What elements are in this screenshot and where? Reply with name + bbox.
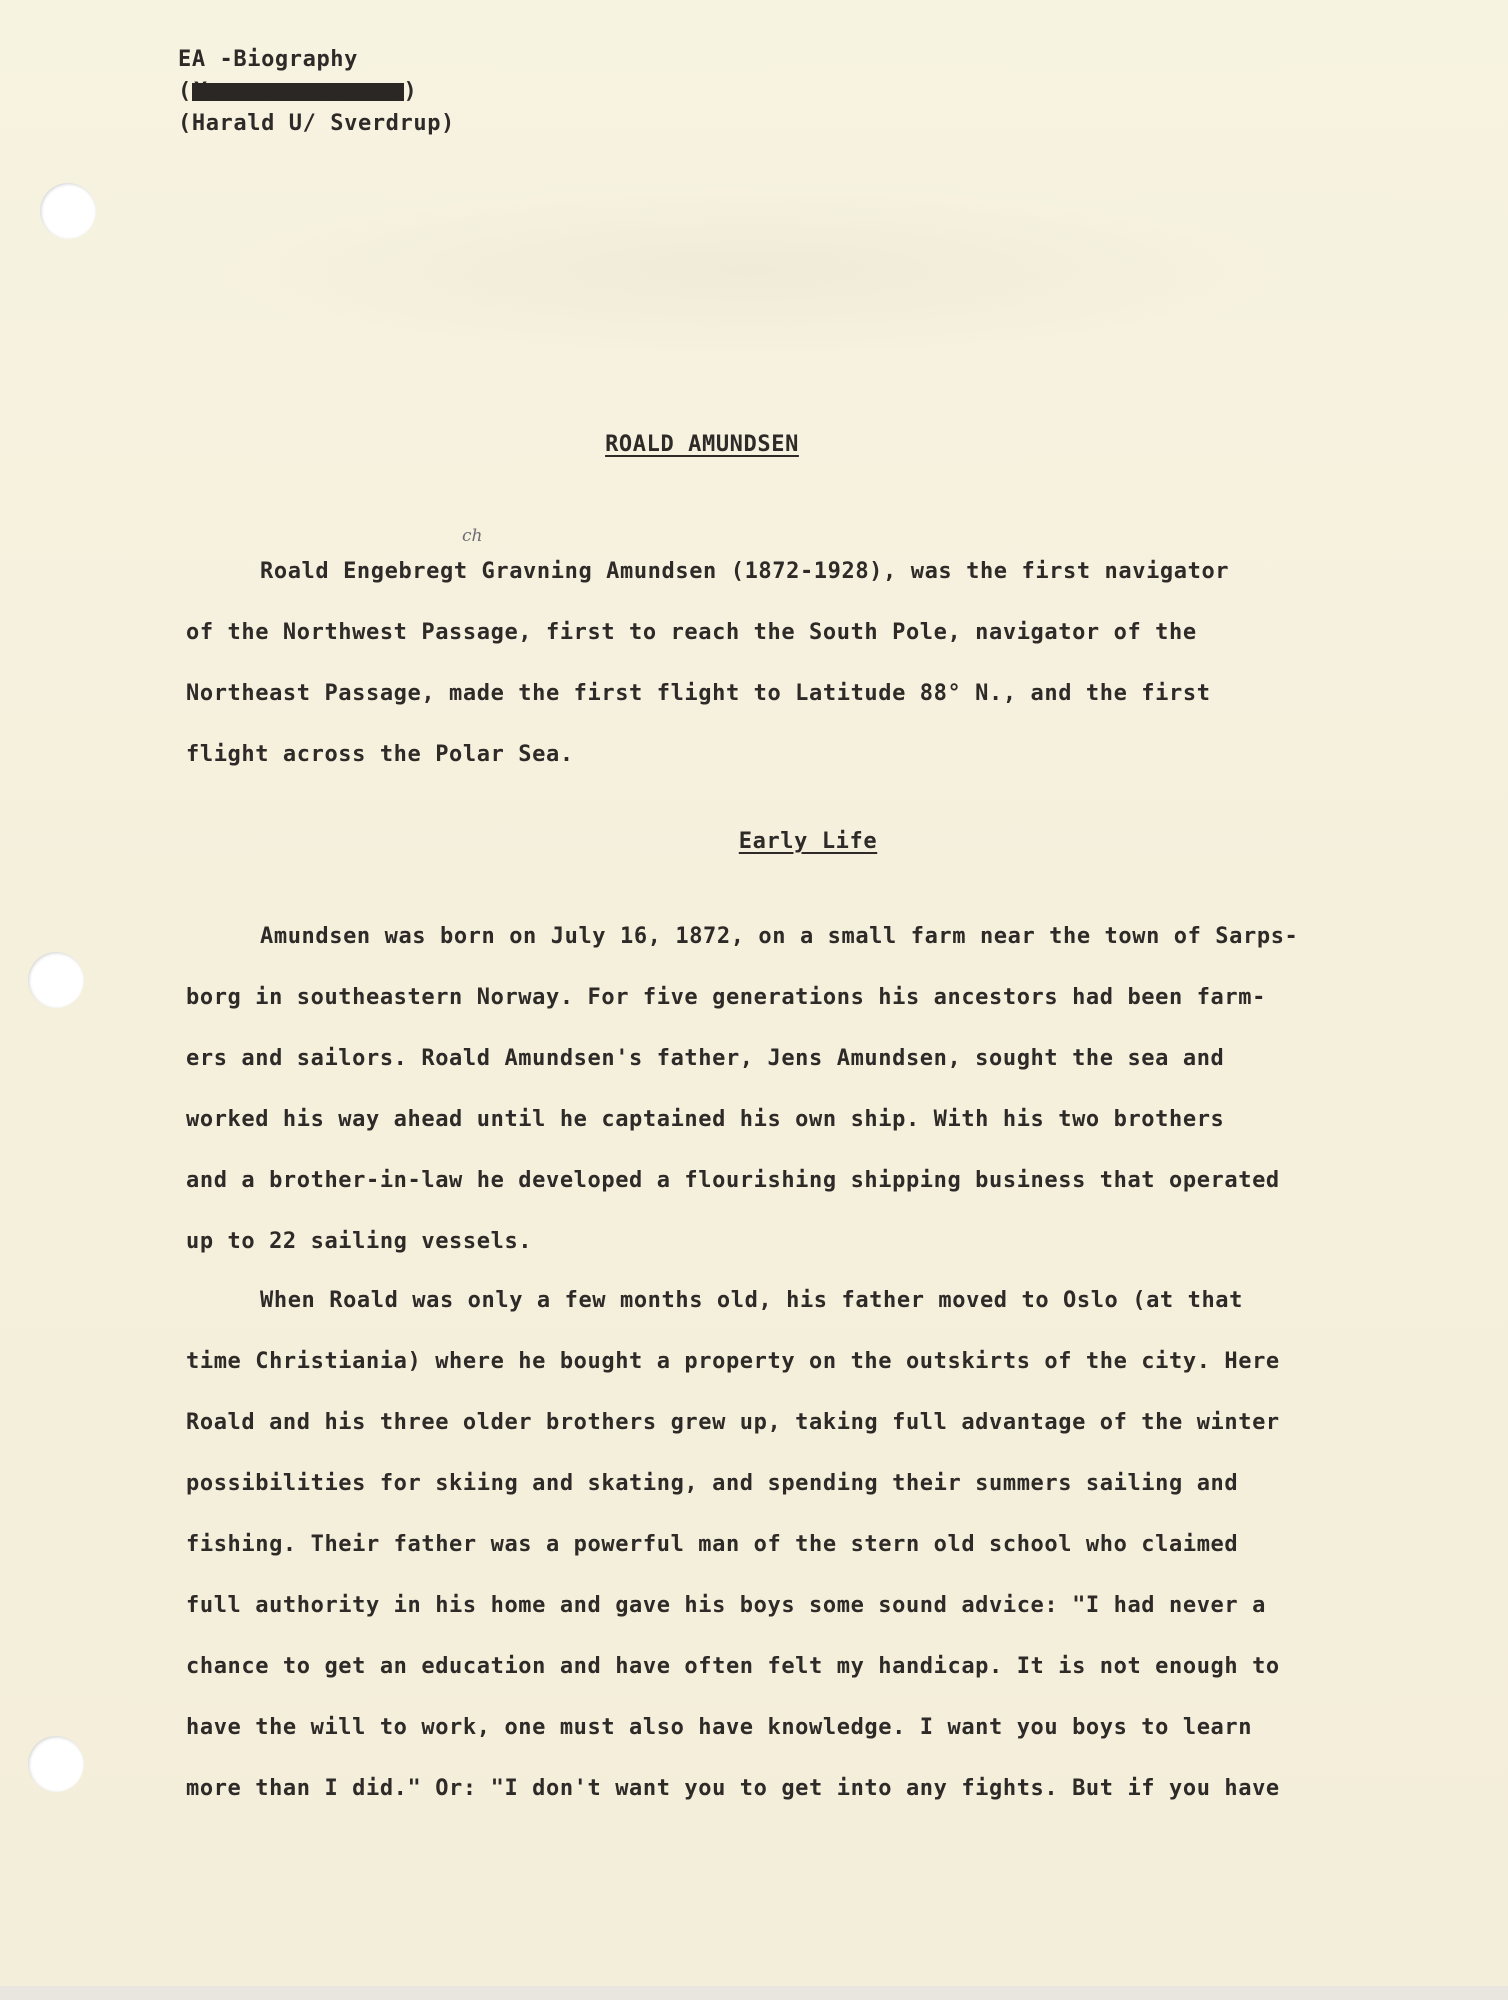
paragraph-line: Roald and his three older brothers grew up, taking full advantage of the winter — [186, 1410, 1280, 1435]
section-heading: Early Life — [738, 829, 878, 854]
header-category: EA -Biography — [178, 47, 358, 72]
paragraph-line: full authority in his home and gave his boys some sound advice: "I had never a — [186, 1593, 1266, 1618]
paragraph-line: Northeast Passage, made the first flight to Latitude 88° N., and the first — [186, 681, 1211, 706]
header-author: (Harald U/ Sverdrup) — [178, 111, 455, 136]
header-paren-close: ) — [403, 79, 418, 104]
paragraph-line: possibilities for skiing and skating, and spending their summers sailing and — [186, 1471, 1239, 1496]
paragraph-line: worked his way ahead until he captained his own ship. With his two brothers — [186, 1107, 1225, 1132]
punch-hole — [28, 952, 84, 1008]
header-paren-open: ( — [178, 79, 192, 104]
scan-border — [0, 1986, 1508, 2000]
paragraph-line: of the Northwest Passage, first to reach the South Pole, navigator of the — [186, 620, 1197, 645]
paragraph-line: When Roald was only a few months old, his father moved to Oslo (at that — [260, 1288, 1244, 1313]
paragraph-line: and a brother-in-law he developed a flourishing shipping business that operated — [186, 1168, 1280, 1193]
paragraph-line: time Christiania) where he bought a property on the outskirts of the city. Here — [186, 1349, 1280, 1374]
struck-out-text: Xxxxxxxxxxxxxxx — [193, 79, 402, 104]
handwritten-annotation: ch — [462, 526, 483, 546]
punch-hole — [28, 1736, 84, 1792]
paragraph-line: Amundsen was born on July 16, 1872, on a small farm near the town of Sarps- — [260, 924, 1299, 949]
paragraph-line: flight across the Polar Sea. — [186, 742, 574, 767]
document-title: ROALD AMUNDSEN — [605, 432, 799, 457]
paragraph-line: fishing. Their father was a powerful man of the stern old school who claimed — [186, 1532, 1239, 1557]
paragraph-line: up to 22 sailing vessels. — [186, 1229, 533, 1254]
paragraph-line: borg in southeastern Norway. For five generations his ancestors had been farm- — [186, 985, 1266, 1010]
punch-hole — [40, 183, 96, 239]
paragraph-line: more than I did." Or: "I don't want you to get into any fights. But if you have — [186, 1776, 1280, 1801]
header-struck-line — [178, 76, 455, 108]
early-life-paragraph-2 — [186, 1270, 1386, 1819]
paragraph-line: ers and sailors. Roald Amundsen's father, Jens Amundsen, sought the sea and — [186, 1046, 1225, 1071]
paragraph-line: Roald Engebregt Gravning Amundsen (1872-1928), was the first navigator — [260, 559, 1230, 584]
paragraph-line: have the will to work, one must also have knowledge. I want you boys to learn — [186, 1715, 1253, 1740]
paragraph-line: chance to get an education and have often felt my handicap. It is not enough to — [186, 1654, 1280, 1679]
early-life-paragraph-1 — [186, 906, 1386, 1272]
intro-paragraph — [186, 541, 1386, 785]
filing-header — [178, 44, 455, 140]
paper-show-through — [200, 180, 1300, 360]
